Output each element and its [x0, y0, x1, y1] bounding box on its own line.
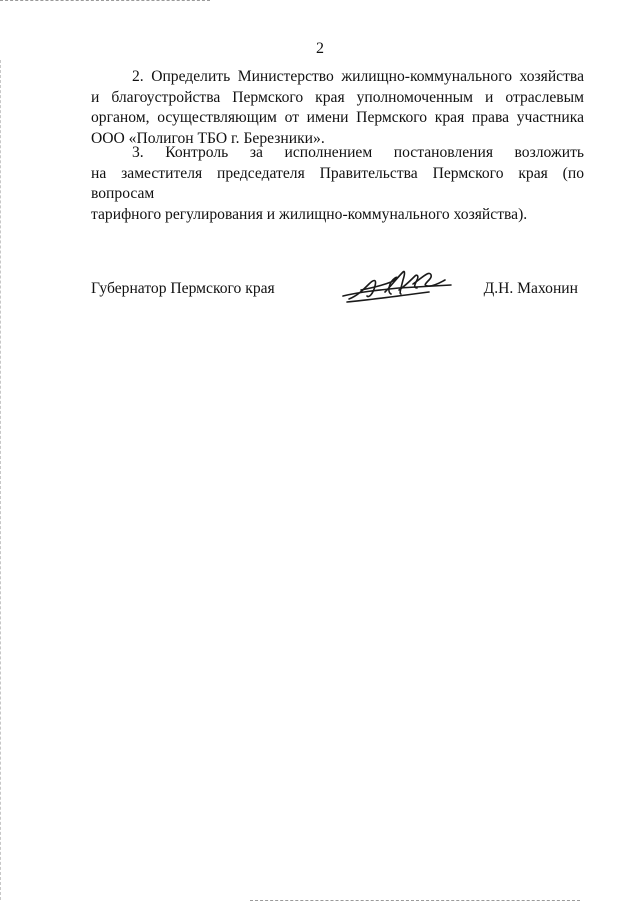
paragraph-2-line-1: 2. Определить Министерство жилищно-коммунального хозяйства: [132, 68, 584, 85]
paragraph-3-line-3: тарифного регулирования и жилищно-коммунального хозяйства).: [91, 205, 528, 223]
paragraph-3-line-2: на заместителя председателя Правительства Пермского края (по вопросам: [91, 164, 584, 202]
paragraph-2: [91, 67, 584, 149]
signature-block: [91, 280, 584, 310]
signatory-title: Губернатор Пермского края: [91, 280, 275, 297]
page-number: 2: [316, 40, 324, 57]
scan-edge-left: [0, 60, 3, 900]
paragraph-3-line-1: 3. Контроль за исполнением постановления возложить: [132, 144, 584, 161]
paragraph-3: [91, 143, 584, 225]
paragraph-2-line-4: ООО «Полигон ТБО г. Березники».: [91, 129, 325, 147]
paragraph-2-line-3: органом, осуществляющим от имени Пермского края права участника: [91, 109, 584, 126]
paragraph-2-line-2: и благоустройства Пермского края уполномоченным и отраслевым: [91, 88, 584, 106]
signatory-name: Д.Н. Махонин: [483, 280, 578, 297]
scan-edge-top: [0, 0, 210, 3]
scan-edge-bottom: [250, 900, 580, 903]
handwritten-signature: [339, 266, 455, 306]
